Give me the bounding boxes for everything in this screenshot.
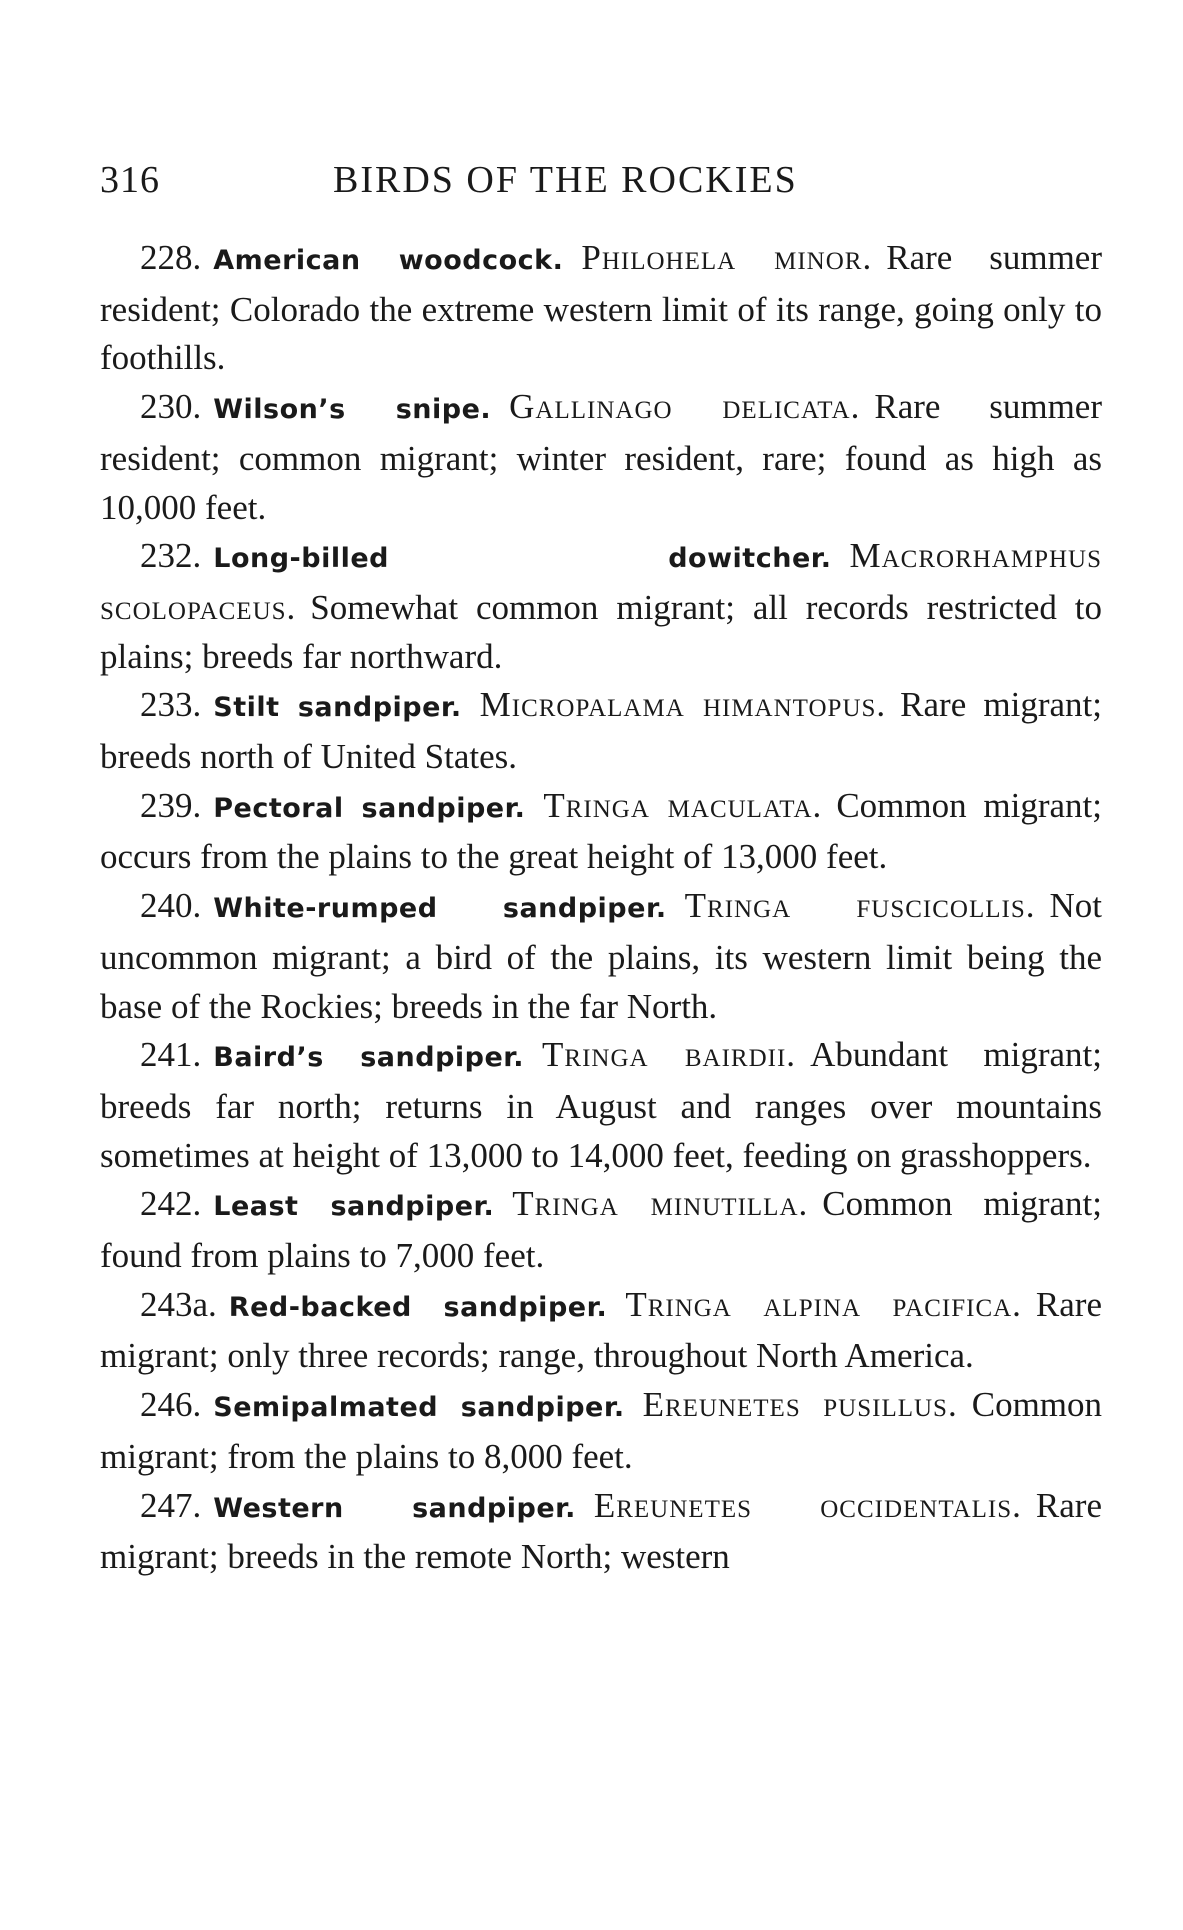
entry-number: 240. — [140, 886, 202, 926]
species-entry — [100, 882, 1102, 1031]
species-entry — [100, 681, 1102, 781]
species-entry — [100, 782, 1102, 882]
scientific-name: Tringa maculata. — [543, 785, 823, 825]
common-name: Western sandpiper. — [213, 1492, 576, 1524]
entry-number: 243a. — [140, 1284, 217, 1324]
entry-number: 242. — [140, 1184, 202, 1224]
entry-number: 247. — [140, 1485, 202, 1525]
common-name: Wilson’s snipe. — [213, 394, 492, 426]
common-name: American woodcock. — [213, 245, 564, 276]
scientific-name: Gallinago delicata. — [509, 387, 861, 427]
scientific-name: Philohela minor. — [581, 238, 873, 277]
common-name: Baird’s sandpiper. — [213, 1042, 525, 1074]
entry-number: 241. — [140, 1035, 202, 1075]
scientific-name: Tringa bairdii. — [542, 1035, 797, 1075]
scientific-name: Ereunetes occidentalis. — [593, 1485, 1022, 1525]
entry-description: Common migrant; found from plains to 7,000 feet. — [100, 1184, 1102, 1276]
species-entry — [100, 234, 1102, 383]
scientific-name: Ereunetes pusillus. — [642, 1385, 958, 1425]
entry-description: Rare migrant; breeds in the remote North; western — [100, 1485, 1102, 1577]
entry-description: Rare summer resident; Colorado the extreme western limit of its range, going only to foothills. — [100, 238, 1102, 378]
common-name: Least sandpiper. — [213, 1191, 495, 1223]
page-number: 316 — [100, 159, 160, 201]
running-title: BIRDS OF THE ROCKIES — [333, 159, 798, 201]
entry-description: Somewhat common migrant; all records restricted to plains; breeds far northward. — [100, 587, 1102, 676]
entry-number: 228. — [140, 238, 202, 277]
running-head — [100, 158, 870, 208]
species-entry — [100, 1482, 1102, 1582]
common-name: Stilt sandpiper. — [213, 692, 462, 724]
entry-number: 239. — [140, 785, 202, 825]
species-entry — [100, 383, 1102, 532]
entry-description: Abundant migrant; breeds far north; returns in August and ranges over mountains sometimes at height of 13,000 to 14,000 feet, feeding on grasshoppers. — [100, 1035, 1102, 1175]
entry-description: Rare summer resident; common migrant; winter resident, rare; found as high as 10,000 feet. — [100, 387, 1102, 527]
entry-description: Rare migrant; only three records; range, throughout North America. — [100, 1284, 1102, 1376]
scientific-name: Macrorhamphus scolopaceus. — [100, 536, 1102, 627]
species-entry — [100, 1281, 1102, 1381]
scientific-name: Micropalama himantopus. — [479, 685, 887, 725]
entry-number: 233. — [140, 685, 202, 725]
species-entry — [100, 532, 1102, 681]
common-name: Red-backed sandpiper. — [228, 1291, 608, 1323]
common-name: Semipalmated sandpiper. — [213, 1392, 625, 1424]
common-name: White-rumped sandpiper. — [213, 893, 667, 925]
common-name: Long-billed dowitcher. — [213, 543, 832, 575]
entry-number: 246. — [140, 1385, 202, 1425]
species-entry — [100, 1381, 1102, 1481]
common-name: Pectoral sandpiper. — [213, 792, 526, 824]
entry-number: 232. — [140, 536, 202, 576]
entry-description: Not uncommon migrant; a bird of the plains, its western limit being the base of the Rockies; breeds in the far North. — [100, 886, 1102, 1026]
entry-description: Common migrant; occurs from the plains to the great height of 13,000 feet. — [100, 785, 1102, 877]
scientific-name: Tringa alpina pacifica. — [625, 1284, 1022, 1324]
entry-description: Rare migrant; breeds north of United States. — [100, 685, 1102, 777]
species-list — [100, 234, 1102, 1582]
entry-description: Common migrant; from the plains to 8,000 feet. — [100, 1385, 1103, 1476]
entry-number: 230. — [140, 387, 202, 427]
scientific-name: Tringa fuscicollis. — [684, 886, 1036, 926]
scientific-name: Tringa minutilla. — [512, 1184, 809, 1224]
species-entry — [100, 1031, 1102, 1180]
species-entry — [100, 1180, 1102, 1280]
